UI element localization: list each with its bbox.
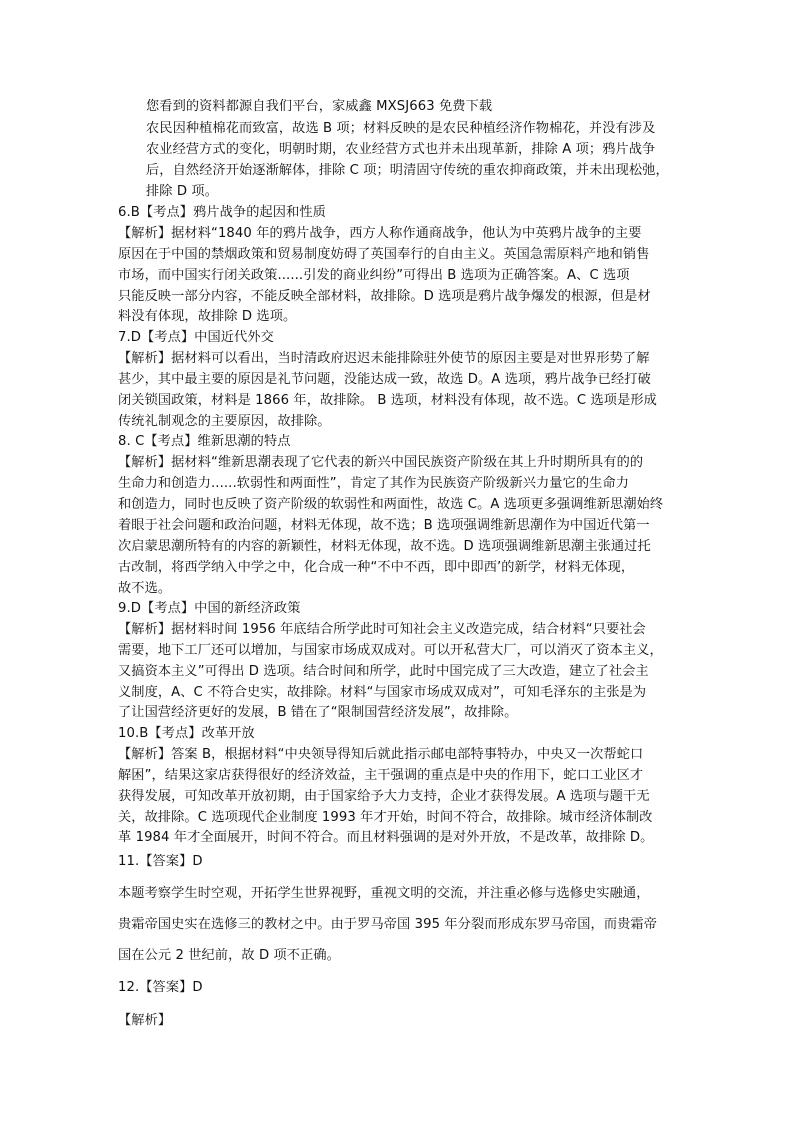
answer-8-analysis: 古改制，将西学纳入中学之中，化合成一种“不中不西，即中即西’的新学，材料无体现， xyxy=(118,560,635,575)
answer-8-analysis: 生命力和创造力......软弱性和两面性”，肯定了其作为民族资产阶级新兴力量它的生命力 xyxy=(118,476,630,491)
answer-7-analysis: 甚少，其中最主要的原因是礼节问题，没能达成一致，故选 D。A 选项，鸦片战争已经打破 xyxy=(118,372,651,387)
answer-9-heading: 9.D【考点】中国的新经济政策 xyxy=(118,601,301,616)
answer-5-text: 后，自然经济开始逐渐解体，排除 C 项；明清固守传统的重农抑商政策，并未出现松弛， xyxy=(146,163,669,178)
answer-10-analysis: 革 1984 年才全面展开，时间不符合。而且材料强调的是对外开放，不是改革，故排除 D。 xyxy=(118,830,654,845)
answer-8-analysis: 【解析】据材料“维新思潮表现了它代表的新兴中国民族资产阶级在其上升时期所具有的的 xyxy=(118,455,644,470)
answer-6-analysis: 只能反映一部分内容，不能反映全部材料，故排除。D 选项是鸦片战争爆发的根源，但是材 xyxy=(118,289,651,304)
answer-11-heading: 11.【答案】D xyxy=(118,854,203,869)
answer-7-analysis: 【解析】据材料可以看出，当时清政府迟迟未能排除驻外使节的原因主要是对世界形势了解 xyxy=(118,351,650,366)
answer-8-heading: 8. C【考点】维新思潮的特点 xyxy=(118,434,291,449)
answer-10-analysis: 【解析】答案 B，根据材料“中央领导得知后就此指示邮电部特事特办，中央又一次帮蛇口 xyxy=(118,747,644,762)
answer-7-analysis: 传统礼制观念的主要原因，故排除。 xyxy=(118,414,331,429)
answer-8-analysis: 故不选。 xyxy=(118,581,172,596)
answer-12-analysis-label: 【解析】 xyxy=(118,1013,172,1028)
answer-8-analysis: 和创造力，同时也反映了资产阶级的软弱性和两面性，故选 C。A 选项更多强调维新思潮始终 xyxy=(118,497,664,512)
header-notice: 您看到的资料都源自我们平台，家威鑫 MXSJ663 免费下载 xyxy=(146,99,493,114)
answer-7-heading: 7.D【考点】中国近代外交 xyxy=(118,330,274,345)
answer-9-analysis: 【解析】据材料时间 1956 年底结合所学此时可知社会主义改造完成，结合材料“只要社会 xyxy=(118,622,646,637)
answer-11-analysis: 国在公元 2 世纪前，故 D 项不正确。 xyxy=(118,948,340,963)
answer-6-analysis: 料没有体现，故排除 D 选项。 xyxy=(118,309,297,324)
answer-7-analysis: 闭关锁国政策，材料是 1866 年，故排除。 B 选项，材料没有体现，故不选。C 选项是形成 xyxy=(118,393,657,408)
answer-8-analysis: 次启蒙思潮所特有的内容的新颖性，材料无体现，故不选。D 选项强调维新思潮主张通过托 xyxy=(118,539,651,554)
answer-11-analysis: 贵霜帝国史实在选修三的教材之中。由于罗马帝国 395 年分裂而形成东罗马帝国，而贵霜帝 xyxy=(118,917,657,932)
answer-9-analysis: 了让国营经济更好的发展，B 错在了“限制国营经济发展”，故排除。 xyxy=(118,705,518,720)
answer-9-analysis: 又搞资本主义”可得出 D 选项。结合时间和所学，此时中国完成了三大改造，建立了社会主 xyxy=(118,664,649,679)
answer-6-heading: 6.B【考点】鸦片战争的起因和性质 xyxy=(118,205,326,220)
answer-10-analysis: 关，故排除。C 选项现代企业制度 1993 年才开始，时间不符合，故排除。城市经济体制改 xyxy=(118,810,653,825)
answer-12-heading: 12.【答案】D xyxy=(118,980,203,995)
answer-6-analysis: 【解析】据材料“1840 年的鸦片战争，西方人称作通商战争，他认为中英鸦片战争的主要 xyxy=(118,226,642,241)
answer-6-analysis: 原因在于中国的禁烟政策和贸易制度妨碍了英国奉行的自由主义。英国急需原料产地和销售 xyxy=(118,247,650,262)
answer-5-text: 农业经营方式的变化，明朝时期，农业经营方式也并未出现革新，排除 A 项；鸦片战争 xyxy=(146,142,656,157)
answer-10-analysis: 解困”，结果这家店获得很好的经济效益，主干强调的重点是中央的作用下，蛇口工业区才 xyxy=(118,768,644,783)
answer-6-analysis: 市场，而中国实行闭关政策......引发的商业纠纷”可得出 B 选项为正确答案。A、C 选项 xyxy=(118,268,630,283)
answer-8-analysis: 着眼于社会问题和政治问题，材料无体现，故不选；B 选项强调维新思潮作为中国近代第一 xyxy=(118,518,650,533)
answer-10-heading: 10.B【考点】改革开放 xyxy=(118,726,255,741)
answer-9-analysis: 需要，地下工厂还可以增加，与国家市场成双成对。可以开私营大厂，可以消灭了资本主义， xyxy=(118,643,663,658)
answer-10-analysis: 获得发展，可知改革开放初期，由于国家给予大力支持，企业才获得发展。A 选项与题干无 xyxy=(118,789,650,804)
answer-9-analysis: 义制度，A、C 不符合史实，故排除。材料“与国家市场成双成对”，可知毛泽东的主张是为 xyxy=(118,685,647,700)
answer-11-analysis: 本题考察学生时空观，开拓学生世界视野，重视文明的交流，并注重必修与选修史实融通， xyxy=(118,886,650,901)
answer-5-text: 排除 D 项。 xyxy=(146,184,218,199)
answer-5-text: 农民因种植棉花而致富，故选 B 项；材料反映的是农民种植经济作物棉花，并没有涉及 xyxy=(146,121,656,136)
